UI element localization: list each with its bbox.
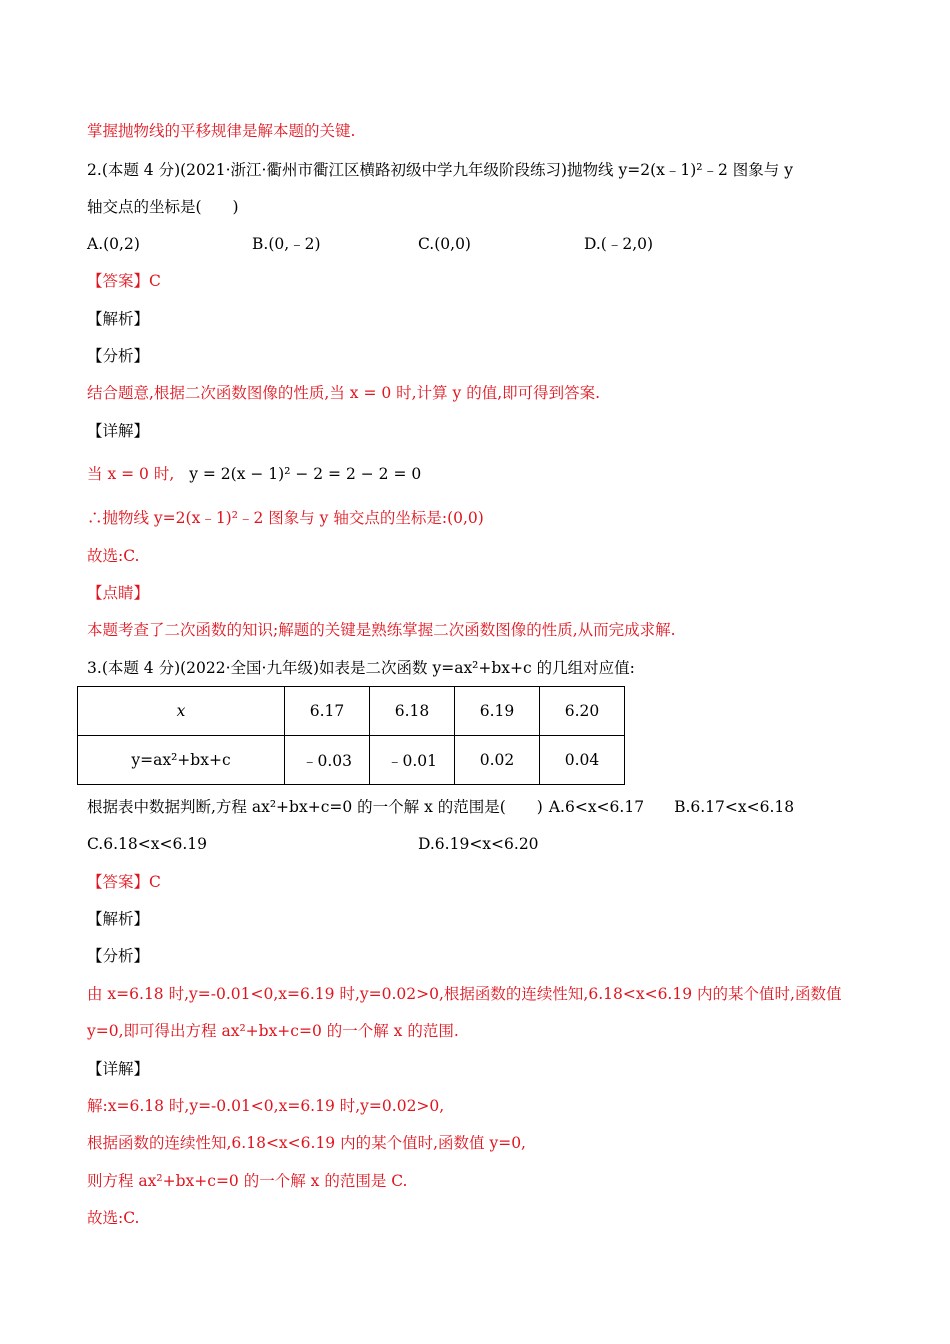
q2-jiexi-heading: 【解析】 xyxy=(87,310,150,328)
q2-step2: ∴抛物线 y=2(x﹣1)²﹣2 图象与 y 轴交点的坐标是:(0,0) xyxy=(87,509,484,527)
q3-step1: 解:x=6.18 时,y=-0.01<0,x=6.19 时,y=0.02>0, xyxy=(87,1097,445,1115)
q3-step4: 故选:C. xyxy=(87,1209,140,1227)
table-cell: ﹣0.01 xyxy=(370,736,455,785)
q3-options-cd xyxy=(87,833,870,855)
q2-step3: 故选:C. xyxy=(87,547,140,565)
carry-over-text: 掌握抛物线的平移规律是解本题的关键. xyxy=(87,122,356,140)
table-row xyxy=(78,687,625,736)
q2-analysis: 结合题意,根据二次函数图像的性质,当 x = 0 时,计算 y 的值,即可得到答案. xyxy=(87,384,601,402)
table-cell-x-header xyxy=(78,687,285,736)
q2-step1 xyxy=(87,463,870,485)
q3-stem-text: 如表是二次函数 y=ax²+bx+c 的几组对应值: xyxy=(319,659,635,677)
q3-option-d: D.6.19<x<6.20 xyxy=(418,835,539,853)
x-label: x xyxy=(176,702,186,720)
q2-xiangjie-heading: 【详解】 xyxy=(87,422,150,440)
q2-number: 2 xyxy=(87,161,97,179)
q2-option-c: C.(0,0) xyxy=(418,235,471,253)
table-cell: 6.19 xyxy=(455,687,540,736)
q3-option-a: A.6<x<6.17 xyxy=(548,798,645,816)
q2-stem-line1: 2.(本题 4 分)(2021·浙江·衢州市衢江区横路初级中学九年级阶段练习)抛物线 y=2(x﹣1)²﹣2 图象与 y xyxy=(87,161,793,179)
q3-analysis-1: 由 x=6.18 时,y=-0.01<0,x=6.19 时,y=0.02>0,根据函数的连续性知,6.18<x<6.19 内的某个值时,函数值 xyxy=(87,985,842,1003)
q3-option-b: B.6.17<x<6.18 xyxy=(674,798,795,816)
q3-meta: (本题 4 分)(2022·全国·九年级) xyxy=(101,659,320,677)
q2-option-d: D.(﹣2,0) xyxy=(584,235,654,253)
q3-after-table xyxy=(87,796,870,818)
q3-option-c: C.6.18<x<6.19 xyxy=(87,835,207,853)
q2-fenxi-heading: 【分析】 xyxy=(87,347,150,365)
q2-stem-b: 轴交点的坐标是( ) xyxy=(87,198,239,216)
q3-number: 3 xyxy=(87,659,97,677)
q3-stem: 3.(本题 4 分)(2022·全国·九年级)如表是二次函数 y=ax²+bx+c 的几组对应值: xyxy=(87,659,635,677)
q3-jiexi-heading: 【解析】 xyxy=(87,910,150,928)
table-cell: 6.18 xyxy=(370,687,455,736)
q3-step2: 根据函数的连续性知,6.18<x<6.19 内的某个值时,函数值 y=0, xyxy=(87,1134,526,1152)
q2-option-b: B.(0,﹣2) xyxy=(252,235,321,253)
table-cell: 0.02 xyxy=(455,736,540,785)
q2-comment: 本题考查了二次函数的知识;解题的关键是熟练掌握二次函数图像的性质,从而完成求解. xyxy=(87,621,676,639)
q3-fenxi-heading: 【分析】 xyxy=(87,947,150,965)
q2-options xyxy=(87,233,870,255)
q2-meta: (本题 4 分)(2021·浙江·衢州市衢江区横路初级中学九年级阶段练习) xyxy=(101,161,568,179)
q2-step1-x: x = 0 时, xyxy=(107,465,175,483)
q2-dianjing-heading: 【点睛】 xyxy=(87,584,150,602)
q2-answer-text: 【答案】C xyxy=(87,272,161,290)
table-cell: 0.04 xyxy=(540,736,625,785)
q3-answer xyxy=(87,871,870,893)
q3-value-table xyxy=(77,686,625,785)
q3-answer-text: 【答案】C xyxy=(87,873,161,891)
q2-answer xyxy=(87,270,870,292)
q2-step1-formula: y = 2(x − 1)² − 2 = 2 − 2 = 0 xyxy=(189,465,422,483)
q3-xiangjie-heading: 【详解】 xyxy=(87,1060,150,1078)
table-row xyxy=(78,736,625,785)
table-cell-y-header: y=ax²+bx+c xyxy=(78,736,285,785)
table-cell: 6.20 xyxy=(540,687,625,736)
q2-option-a: A.(0,2) xyxy=(87,235,140,253)
table-cell: 6.17 xyxy=(285,687,370,736)
q3-question: 根据表中数据判断,方程 ax²+bx+c=0 的一个解 x 的范围是( ) xyxy=(87,798,543,816)
q2-step1-pre: 当 xyxy=(87,465,103,483)
q3-step3: 则方程 ax²+bx+c=0 的一个解 x 的范围是 C. xyxy=(87,1172,408,1190)
table-cell: ﹣0.03 xyxy=(285,736,370,785)
q3-analysis-2: y=0,即可得出方程 ax²+bx+c=0 的一个解 x 的范围. xyxy=(87,1022,459,1040)
q2-stem-a: 抛物线 y=2(x﹣1)²﹣2 图象与 y xyxy=(567,161,793,179)
